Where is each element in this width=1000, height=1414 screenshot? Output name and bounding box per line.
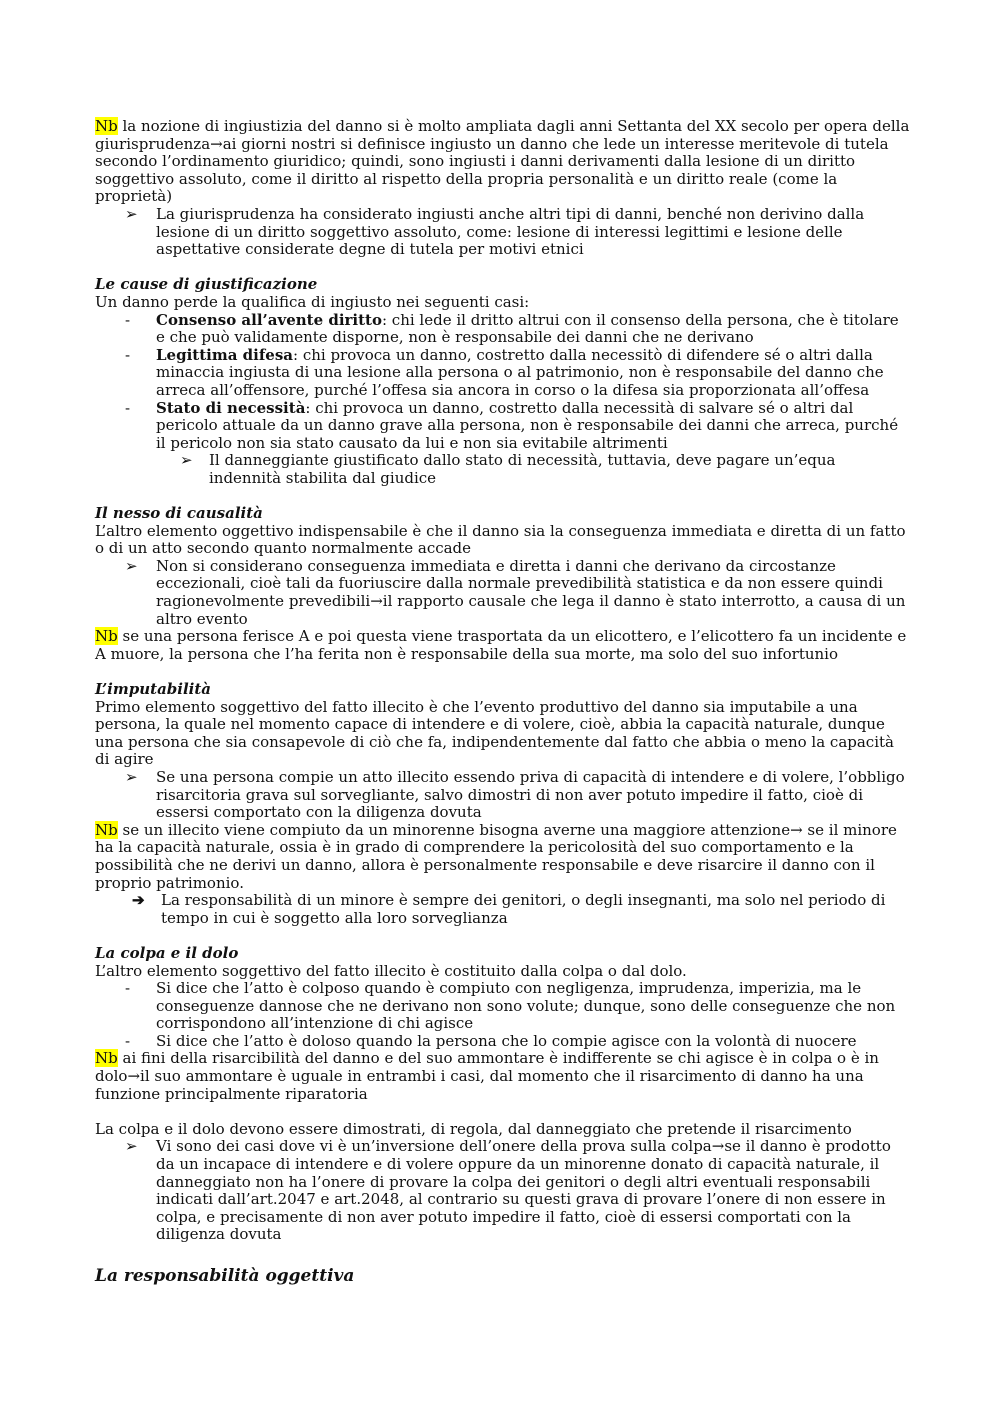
- list-item: - Si dice che l’atto è doloso quando la persona che lo compie agisce con la volontà di nuocere: [125, 1031, 857, 1050]
- dash-marker: -: [125, 979, 131, 998]
- list-item: ➢ Il danneggiante giustificato dallo stato di necessità, tuttavia, deve pagare un’equa indennità stabilita dal giudice: [180, 451, 836, 487]
- nb-paragraph-minorenne: Nb se un illecito viene compiuto da un minorenne bisogna averne una maggiore attenzione→ se il minore ha la capacità naturale, ossia è in grado di comprendere la pericolosità del suo comportamento e la possibilità che ne derivi un danno, allora è personalmente responsabile e deve risarcire il danno con il proprio patrimonio.: [95, 820, 897, 892]
- list-item: - Stato di necessità: chi provoca un danno, costretto dalla necessità di salvare sé o altri dal pericolo attuale da un danno grave alla persona, non è responsabile dei danni che arreca, purché il pericolo non sia stato causato da lui e non sia evitabile altrimenti: [125, 398, 899, 452]
- nb-highlight: Nb: [95, 820, 118, 839]
- arrow-icon: →: [127, 1067, 141, 1086]
- arrow-icon: →: [790, 820, 803, 839]
- nesso-intro: L’altro elemento oggettivo indispensabile è che il danno sia la conseguenza immediata e diretta di un fatto o di un atto secondo quanto normalmente accade: [95, 521, 906, 558]
- list-item: ➢ Se una persona compie un atto illecito essendo priva di capacità di intendere e di volere, l’obbligo risarcitoria grava sul sorvegliante, salvo dimostri di non aver potuto impedire il fatto, cioè di essersi comportato con la diligenza dovuta: [125, 767, 905, 822]
- dash-marker: -: [125, 310, 131, 329]
- section-heading-cause: Le cause di giustificazione: [95, 275, 318, 294]
- section-heading-responsabilita-oggettiva: La responsabilità oggettiva: [95, 1266, 355, 1286]
- bullet-arrow-icon: ➢: [125, 556, 138, 575]
- list-item: ➢ La giurisprudenza ha considerato ingiusti anche altri tipi di danni, benché non derivino dalla lesione di un diritto soggettivo assoluto, come: lesione di interessi legittimi e lesione delle aspettative considerate degne di tutela per motivi etnici: [125, 204, 865, 259]
- nb-highlight: Nb: [95, 117, 118, 135]
- list-item: - Legittima difesa: chi provoca un danno, costretto dalla necessitò di difendere sé o altri dalla minaccia ingiusta di una lesione alla persona o al patrimonio, non è responsabile del danno che arreca all’offensore, purché l’offesa sia ancora in corso o la difesa sia proporzionata all’offesa: [125, 345, 884, 399]
- right-arrow-icon: ➔: [132, 891, 145, 910]
- colpa-paragraph: La colpa e il dolo devono essere dimostrati, di regola, dal danneggiato che pretende il risarcimento: [95, 1119, 852, 1138]
- list-item: ➔ La responsabilità di un minore è sempre dei genitori, o degli insegnanti, ma solo nel periodo di tempo in cui è soggetto alla loro sorveglianza: [132, 891, 886, 927]
- nb-paragraph-colpa: Nb ai fini della risarcibilità del danno e del suo ammontare è indifferente se chi agisce è in colpa o è in dolo→il suo ammontare è uguale in entrambi i casi, dal momento che il risarcimento di danno ha una funzione principalmente riparatoria: [95, 1049, 879, 1103]
- list-item: ➢ Non si considerano conseguenza immediata e diretta i danni che derivano da circostanze eccezionali, cioè tali da fuoriuscire dalla normale prevedibilità statistica e da non essere quindi ragionevolmente prevedibili→il rapporto causale che lega il danno è stato interrotto, a causa di un altro evento: [125, 556, 906, 628]
- arrow-icon: →: [370, 592, 383, 611]
- nb-highlight: Nb: [95, 1049, 118, 1068]
- list-item: - Si dice che l’atto è colposo quando è compiuto con negligenza, imprudenza, imperizia, ma le conseguenze dannose che ne derivano non sono volute; dunque, sono delle conseguenze che non corrispondono all’intenzione di chi agisce: [125, 979, 896, 1033]
- section-heading-colpa: La colpa e il dolo: [95, 943, 239, 962]
- nb-highlight: Nb: [95, 627, 118, 646]
- spacer: [95, 1103, 910, 1121]
- cause-intro: Un danno perde la qualifica di ingiusto nei seguenti casi:: [95, 292, 530, 311]
- list-item: - Consenso all’avente diritto: chi lede il dritto altrui con il consenso della persona, che è titolare e che può validamente disporne, non è responsabile dei danni che ne derivano: [125, 310, 899, 347]
- document-page: [95, 118, 910, 1286]
- bullet-arrow-icon: ➢: [125, 1137, 138, 1156]
- bullet-arrow-icon: ➢: [180, 451, 193, 470]
- colpa-intro: L’altro elemento soggettivo del fatto illecito è costituito dalla colpa o dal dolo.: [95, 961, 687, 980]
- arrow-icon: →: [711, 1137, 725, 1156]
- bullet-arrow-icon: ➢: [125, 767, 138, 786]
- nb-paragraph-ingiustizia: Nb la nozione di ingiustizia del danno si è molto ampliata dagli anni Settanta del XX secolo per opera della giurisprudenza→ai giorni nostri si definisce ingiusto un danno che lede un interesse meritevole di tutela secondo l’ordinamento giuridico; quindi, sono ingiusti i danni derivamenti dalla lesione di un diritto soggettivo assoluto, come il diritto al rispetto della propria personalità e un diritto reale (come la proprietà): [95, 117, 910, 206]
- list-item: ➢ Vi sono dei casi dove vi è un’inversione dell’onere della prova sulla colpa→se il danno è prodotto da un incapace di intendere e di volere oppure da un minorenne donato di capacità naturale, il danneggiato non ha l’onere di provare la colpa dei genitori o degli altri eventuali responsabili indicati dall’art.2047 e art.2048, al contrario su questi grava di provare l’onere di non essere in colpa, e precisamente di non aver potuto impedire il fatto, cioè di essersi comportati con la diligenza dovuta: [125, 1137, 891, 1244]
- section-heading-imputabilita: L’imputabilità: [95, 680, 212, 698]
- imputabilita-intro: Primo elemento soggettivo del fatto illecito è che l’evento produttivo del danno sia imputabile a una persona, la quale nel momento capace di intendere e di volere, cioè, abbia la capacità naturale, dunque una persona che sia consapevole di ciò che fa, indipendentemente dal fatto che abbia o meno la capacità di agire: [95, 697, 894, 769]
- section-heading-nesso: Il nesso di causalità: [95, 504, 263, 523]
- nb-paragraph-nesso: Nb se una persona ferisce A e poi questa viene trasportata da un elicottero, e l’elicottero fa un incidente e A muore, la persona che l’ha ferita non è responsabile della sua morte, ma solo del suo infortunio: [95, 627, 907, 663]
- dash-marker: -: [125, 345, 131, 364]
- arrow-icon: →: [210, 134, 223, 153]
- dash-marker: -: [125, 398, 131, 417]
- dash-marker: -: [125, 1031, 131, 1050]
- bullet-arrow-icon: ➢: [125, 204, 138, 223]
